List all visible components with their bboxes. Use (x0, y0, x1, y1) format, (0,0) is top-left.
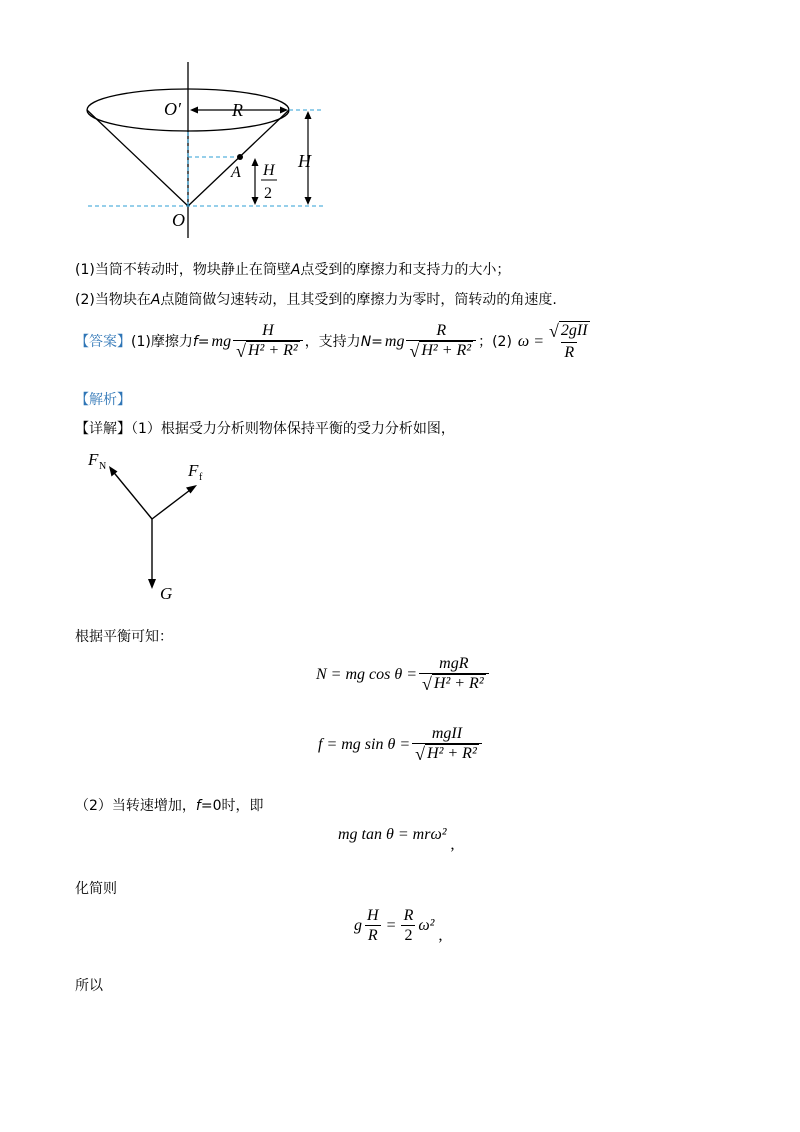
simplify-text: 化简则 (75, 881, 117, 897)
label-ff: F (188, 461, 199, 480)
friction-force-arrow (152, 487, 194, 519)
label-a: A (231, 164, 241, 181)
question-1: (1)当筒不转动时，物块静止在筒壁A点受到的摩擦力和支持力的大小； (75, 262, 511, 278)
radius-arrowhead-left (190, 107, 198, 114)
half-height-arrowhead-top (252, 158, 259, 166)
analysis-tag: 【解析】 (75, 392, 131, 408)
normal-force-arrow (111, 469, 152, 519)
height-arrowhead-bottom (305, 197, 312, 205)
gravity-arrowhead (148, 579, 156, 589)
part2-text: （2）当转速增加，f=0时，即 (75, 798, 264, 814)
label-h-half-den: 2 (264, 185, 272, 202)
friction-fraction: H √ H² + R² (233, 322, 303, 363)
force-diagram (80, 445, 220, 610)
label-h-half-num: H (263, 162, 275, 179)
question-2: (2)当物块在A点随筒做匀速转动，且其受到的摩擦力为零时，筒转动的角速度. (75, 292, 557, 308)
label-h: H (298, 151, 311, 171)
label-fn: F (88, 450, 99, 469)
label-o: O (172, 210, 185, 230)
therefore-text: 所以 (75, 978, 103, 994)
omega-fraction: √ 2gII R (549, 321, 588, 361)
label-ff-sub: f (199, 472, 203, 483)
label-fn-sub: N (99, 461, 107, 472)
equation-normal: N = mg cos θ = mgR √ H² + R² (316, 652, 491, 698)
half-height-arrowhead-bottom (252, 197, 259, 205)
cone-left-side (87, 110, 188, 206)
equation-tan: mg tan θ = mrω², (338, 826, 455, 853)
equation-simplified: g $\frac{H}{R}$ = $\frac{R}{2}$ ω² , (354, 906, 443, 944)
detail-line: 【详解】（1）根据受力分析则物体保持平衡的受力分析如图， (75, 421, 455, 437)
balance-text: 根据平衡可知： (75, 629, 173, 645)
label-o-prime: O′ (164, 99, 181, 119)
height-arrowhead-top (305, 111, 312, 119)
point-a-dot (237, 154, 243, 160)
cone-figure (80, 60, 340, 240)
equation-friction: f = mg sin θ = mgII √ H² + R² (318, 722, 484, 768)
label-r: R (232, 100, 243, 120)
answer-tag: 【答案】 (75, 334, 131, 350)
answer-line: 【答案】 (1)摩擦力 f = mg H √ H² + R² ，支持力 N = mg R √ H² + R² ；(2) ω = √ 2gII R (75, 320, 595, 364)
label-g: G (160, 584, 173, 603)
support-fraction: R √ H² + R² (406, 322, 476, 363)
